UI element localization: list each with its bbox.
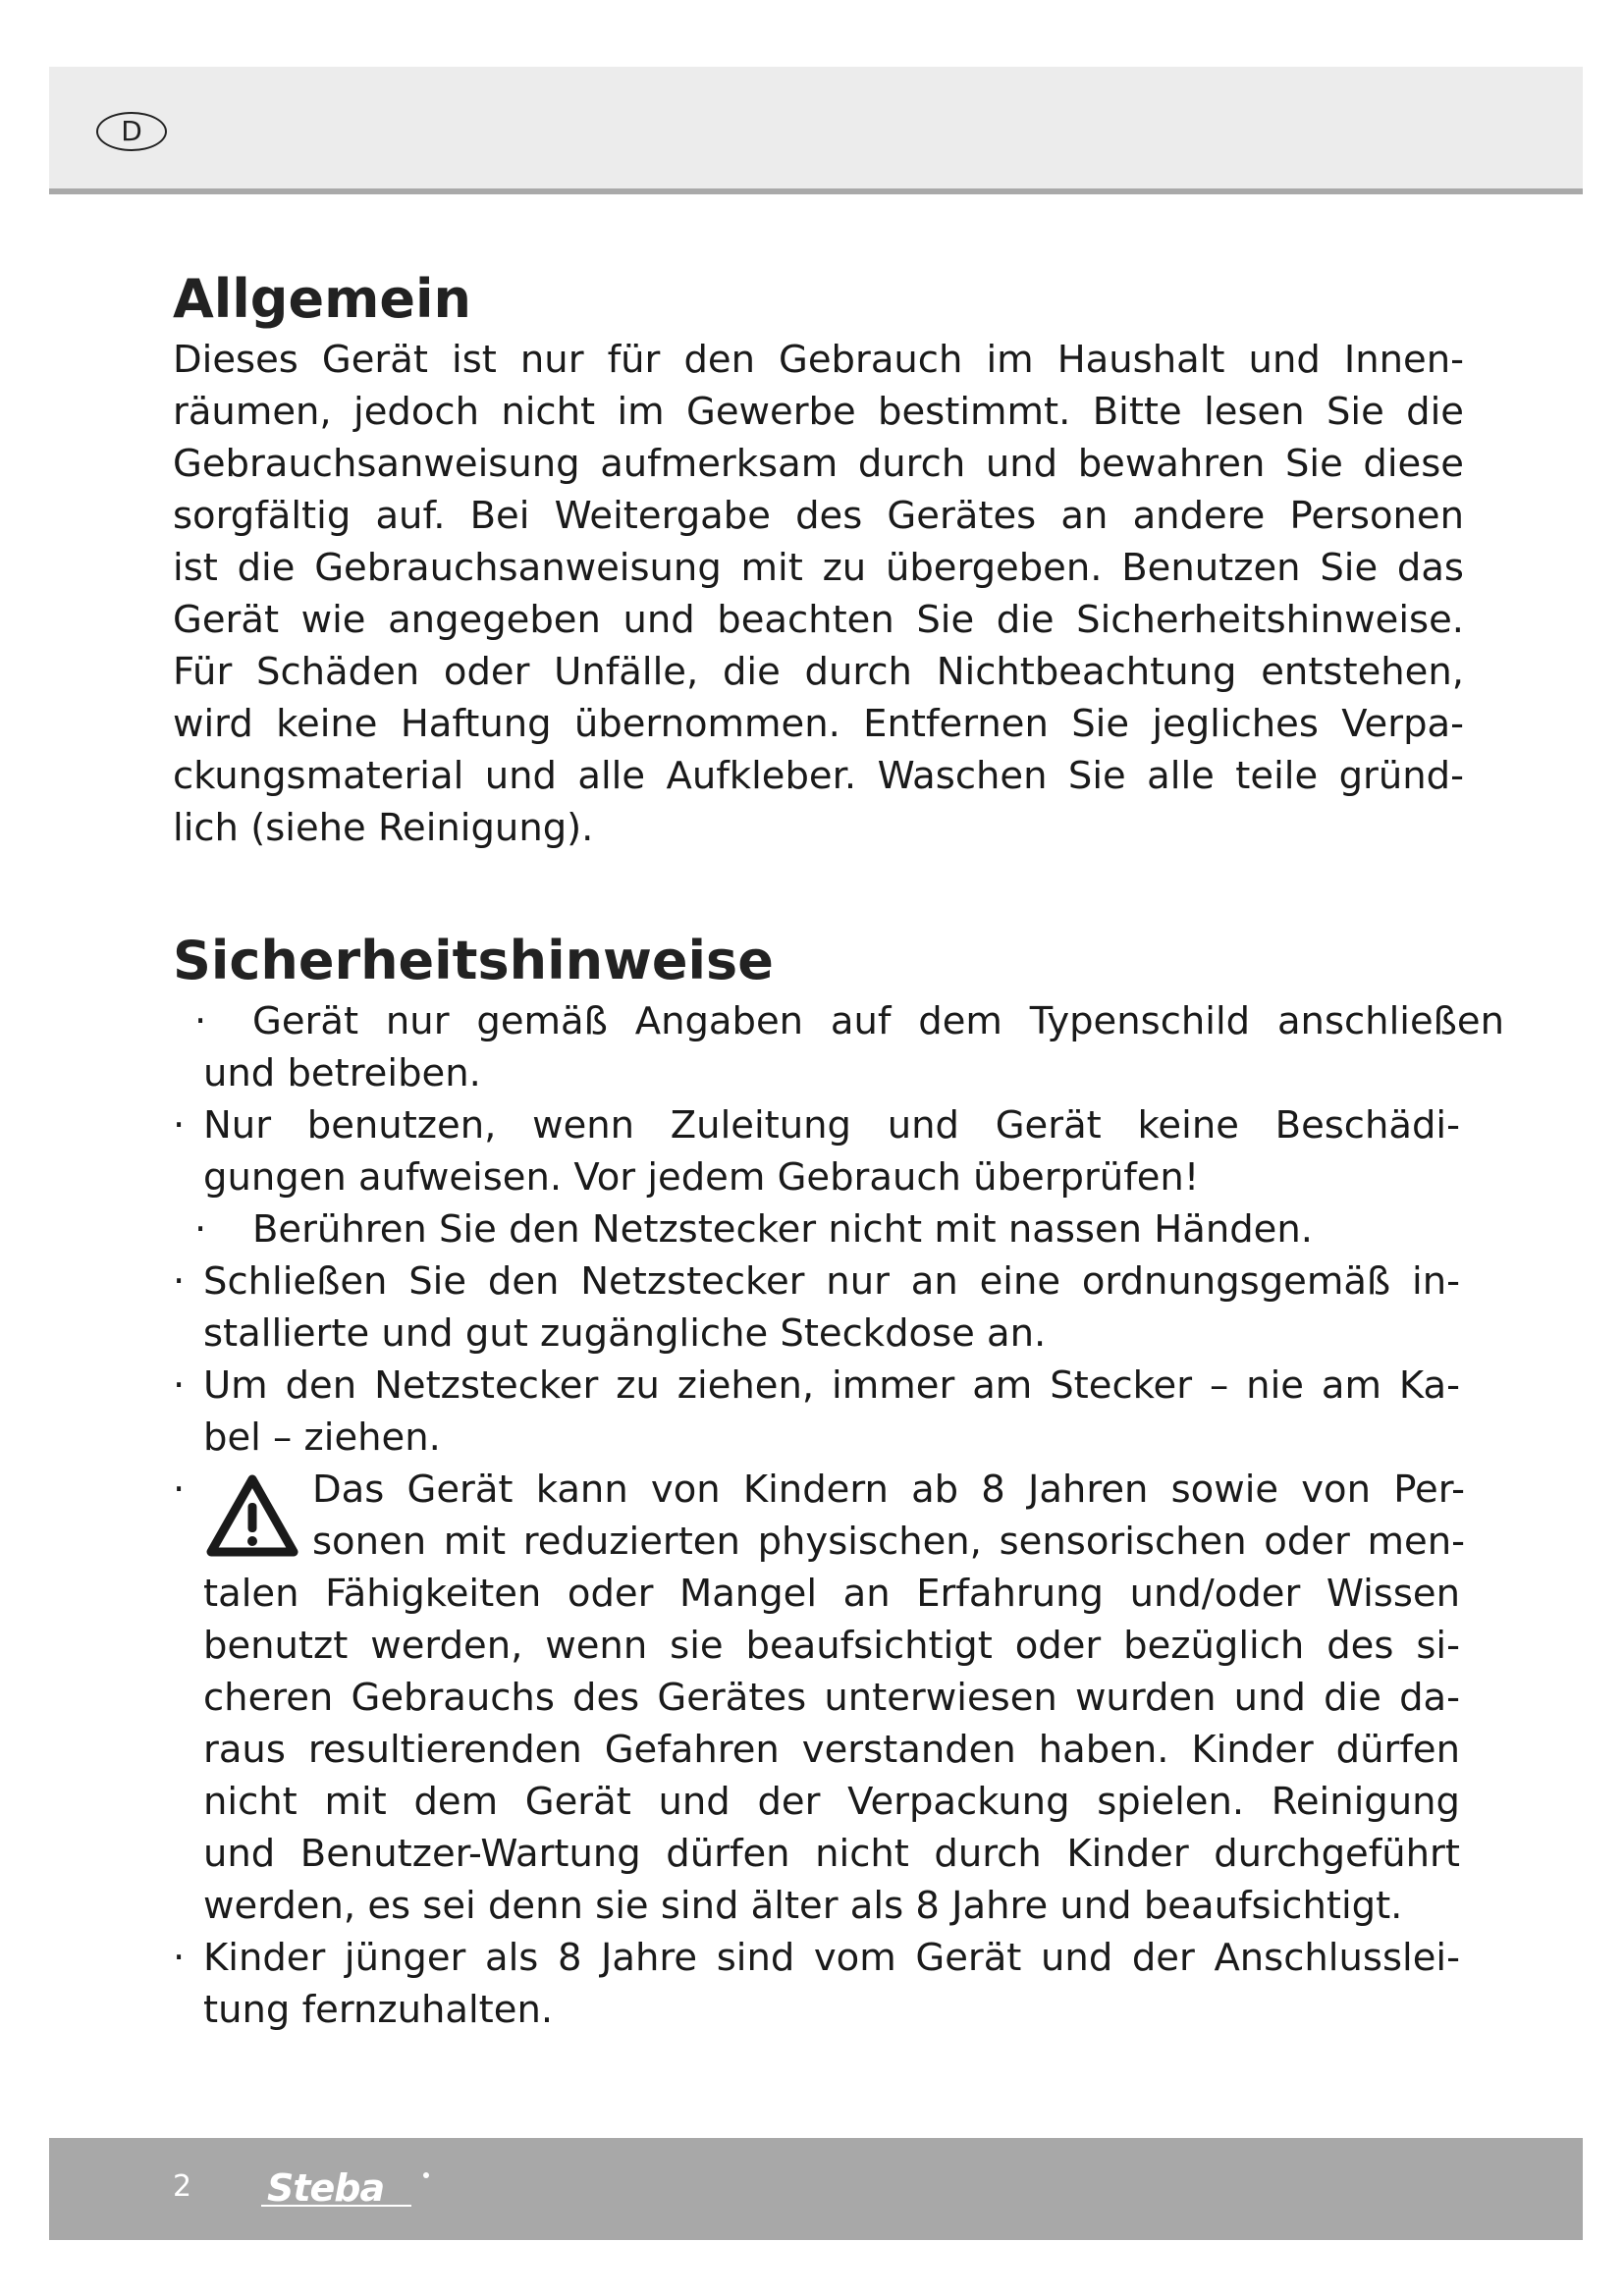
- bullet-line: Nur benutzen, wenn Zuleitung und Gerät keine Beschädi-: [203, 1103, 1460, 1148]
- bullet-dot: ·: [173, 1936, 186, 1980]
- logo-text: Steba: [267, 2166, 385, 2210]
- paragraph-line: Gebrauchsanweisung aufmerksam durch und bewahren Sie diese: [173, 442, 1464, 486]
- section-heading-general: Allgemein: [173, 268, 471, 330]
- list-item: [173, 1203, 1528, 1255]
- bullet-line: stallierte und gut zugängliche Steckdose an.: [203, 1311, 1047, 1356]
- bullet-dot: ·: [173, 1259, 186, 1304]
- paragraph-line: räumen, jedoch nicht im Gewerbe bestimmt. Bitte lesen Sie die: [173, 390, 1464, 434]
- bullet-dot: ·: [194, 999, 207, 1043]
- safety-list: [173, 995, 1528, 2036]
- language-badge: D: [96, 112, 167, 151]
- section-safety: [173, 927, 1528, 2036]
- list-item: [173, 1099, 1528, 1203]
- bullet-line: tung fernzuhalten.: [203, 1988, 554, 2032]
- bullet-line: Schließen Sie den Netzstecker nur an eine ordnungsgemäß in-: [203, 1259, 1460, 1304]
- list-item: [173, 1360, 1528, 1464]
- bullet-line: gungen aufweisen. Vor jedem Gebrauch überprüfen!: [203, 1155, 1200, 1200]
- section-general: [173, 265, 1528, 854]
- header-bar: [49, 67, 1583, 194]
- paragraph-line: ckungsmaterial und alle Aufkleber. Waschen Sie alle teile gründ-: [173, 754, 1464, 798]
- list-item: [173, 1932, 1528, 2036]
- list-item: [173, 995, 1528, 1099]
- bullet-line: cheren Gebrauchs des Gerätes unterwiesen wurden und die da-: [203, 1676, 1460, 1720]
- bullet-line: talen Fähigkeiten oder Mangel an Erfahrung und/oder Wissen: [203, 1572, 1460, 1616]
- bullet-line: und betreiben.: [203, 1051, 481, 1095]
- bullet-line: raus resultierenden Gefahren verstanden haben. Kinder dürfen: [203, 1728, 1460, 1772]
- paragraph-line: Dieses Gerät ist nur für den Gebrauch im Haushalt und Innen-: [173, 338, 1464, 382]
- bullet-dot: ·: [194, 1207, 207, 1252]
- page-number: 2: [173, 2169, 192, 2204]
- bullet-line: nicht mit dem Gerät und der Verpackung spielen. Reinigung: [203, 1780, 1460, 1824]
- bullet-dot: ·: [173, 1363, 186, 1408]
- warning-text-top: [203, 1464, 1528, 1568]
- warning-triangle-icon: [203, 1471, 301, 1560]
- bullet-line: Kinder jünger als 8 Jahre sind vom Gerät und der Anschlusslei-: [203, 1936, 1460, 1980]
- paragraph-line: Für Schäden oder Unfälle, die durch Nichtbeachtung entstehen,: [173, 650, 1464, 694]
- bullet-line: werden, es sei denn sie sind älter als 8 Jahre und beaufsichtigt.: [203, 1884, 1403, 1928]
- footer-bar: [49, 2138, 1583, 2240]
- paragraph-line: lich (siehe Reinigung).: [173, 806, 594, 850]
- bullet-dot: ·: [173, 1468, 186, 1512]
- section-heading-safety: Sicherheitshinweise: [173, 930, 774, 991]
- paragraph-line: ist die Gebrauchsanweisung mit zu übergeben. Benutzen Sie das: [173, 546, 1464, 590]
- bullet-line: und Benutzer-Wartung dürfen nicht durch Kinder durchgeführt: [203, 1832, 1460, 1876]
- list-item-warning: [173, 1464, 1528, 1932]
- bullet-line: Gerät nur gemäß Angaben auf dem Typenschild anschließen: [252, 999, 1504, 1043]
- bullet-line: bel – ziehen.: [203, 1415, 441, 1460]
- paragraph-line: sorgfältig auf. Bei Weitergabe des Gerätes an andere Personen: [173, 494, 1464, 538]
- list-item: [173, 1255, 1528, 1360]
- bullet-line: benutzt werden, wenn sie beaufsichtigt oder bezüglich des si-: [203, 1624, 1460, 1668]
- bullet-line: Um den Netzstecker zu ziehen, immer am Stecker – nie am Ka-: [203, 1363, 1460, 1408]
- paragraph-line: Gerät wie angegeben und beachten Sie die Sicherheitshinweise.: [173, 598, 1464, 642]
- paragraph-line: wird keine Haftung übernommen. Entfernen Sie jegliches Verpa-: [173, 702, 1464, 746]
- page-content: [173, 265, 1528, 2036]
- bullet-line: sonen mit reduzierten physischen, sensorischen oder men-: [312, 1520, 1465, 1564]
- bullet-line: Das Gerät kann von Kindern ab 8 Jahren sowie von Per-: [312, 1468, 1465, 1512]
- steba-logo: [259, 2162, 446, 2216]
- bullet-line: Berühren Sie den Netzstecker nicht mit nassen Händen.: [252, 1207, 1314, 1252]
- warning-block: [203, 1464, 1528, 1932]
- bullet-dot: ·: [173, 1103, 186, 1148]
